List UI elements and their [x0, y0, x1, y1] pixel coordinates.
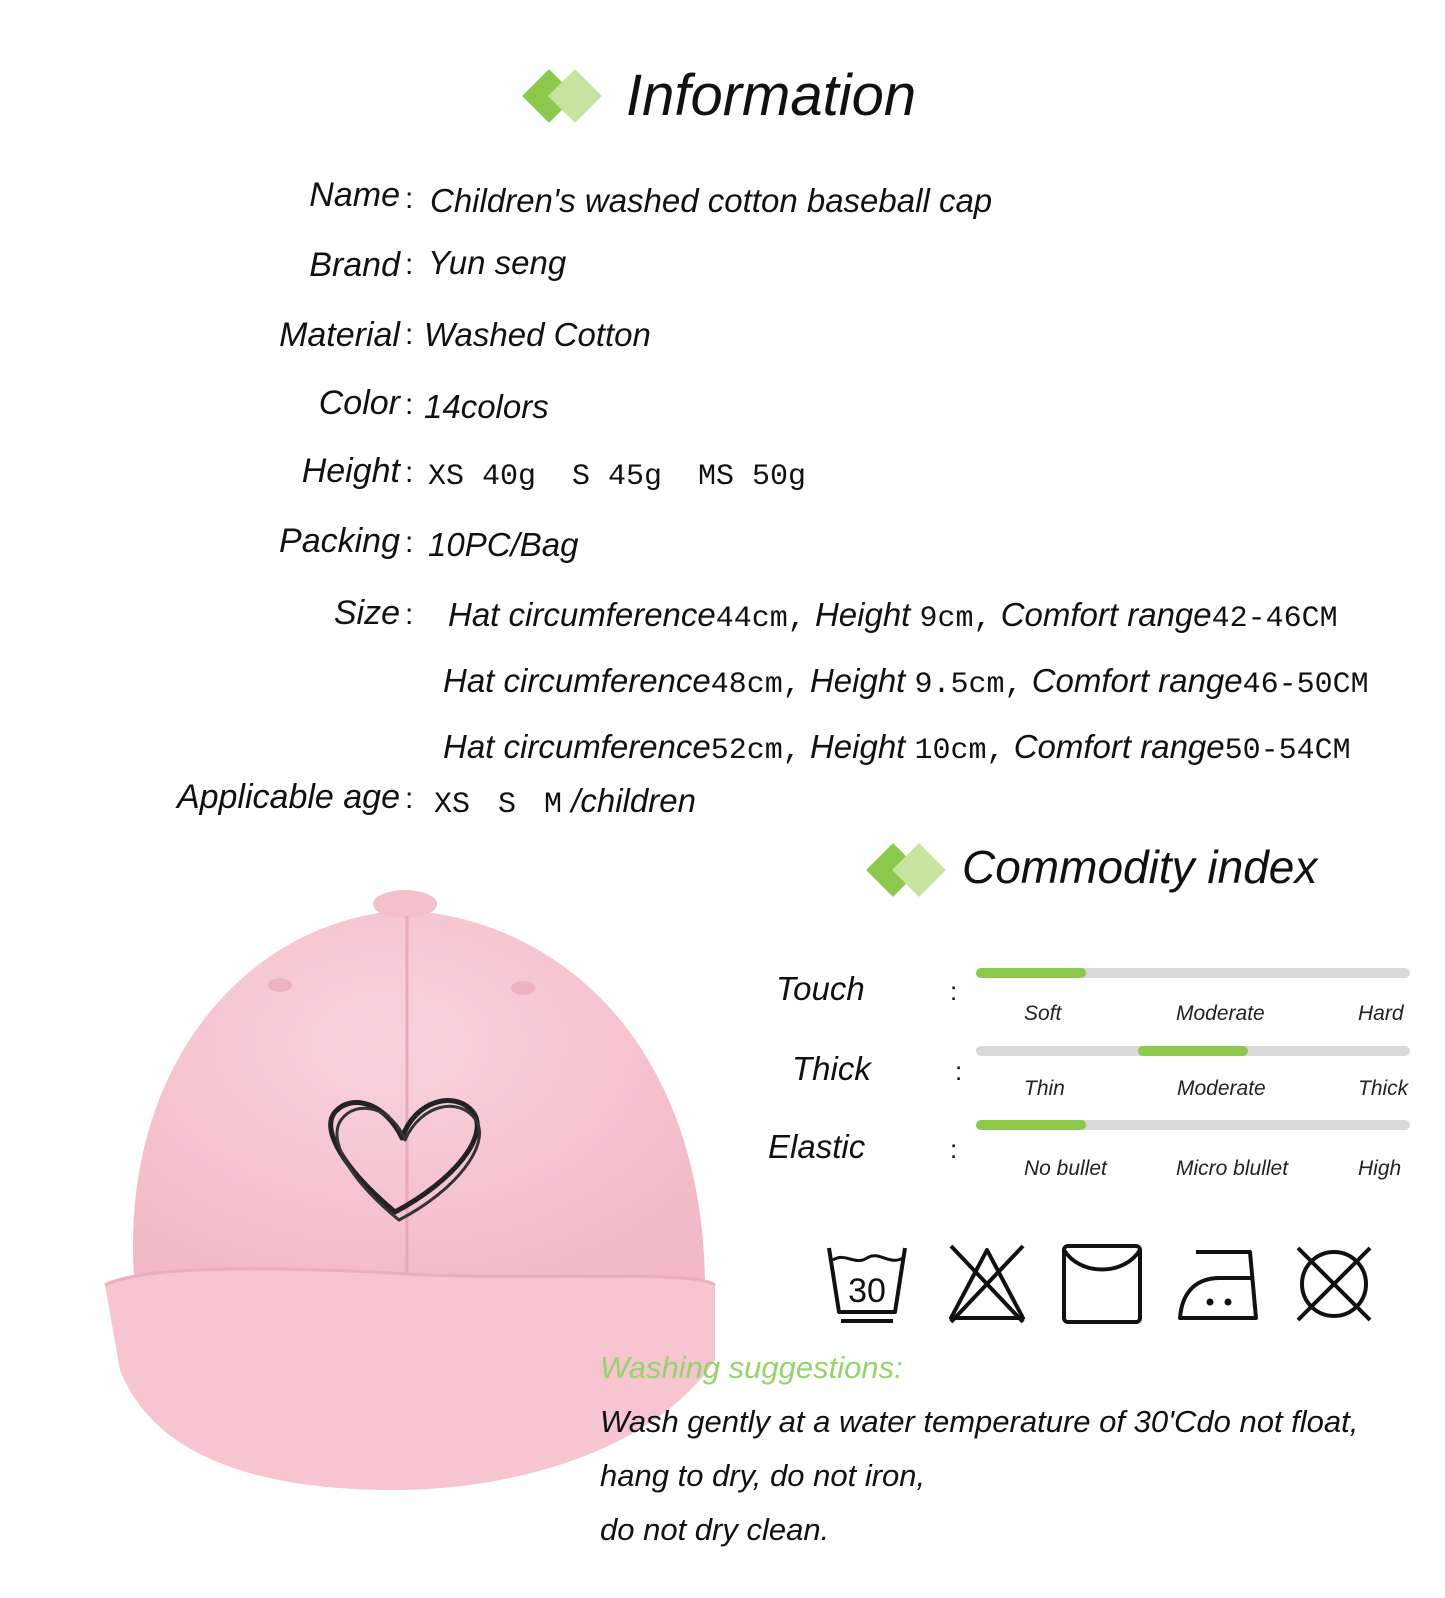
iron-icon	[1176, 1242, 1260, 1326]
size-height-label: Height	[809, 728, 906, 765]
commodity-diamond-icon	[866, 842, 952, 898]
commodity-index-title: Commodity index	[962, 841, 1318, 893]
info-colon: :	[405, 388, 414, 421]
info-label-brand: Brand	[309, 246, 400, 284]
index-colon: :	[955, 1056, 963, 1086]
info-value-brand: Yun seng	[428, 244, 567, 281]
info-colon: :	[405, 456, 414, 489]
size-hat-label: Hat circumference	[443, 662, 711, 699]
info-label-material: Material	[279, 316, 400, 354]
elastic-slider-track	[976, 1120, 1410, 1130]
information-diamond-icon	[522, 68, 608, 124]
washing-suggestions-title: Washing suggestions:	[600, 1350, 903, 1385]
index-label-elastic: Elastic	[768, 1128, 866, 1165]
size-hat-label: Hat circumference	[448, 596, 716, 633]
touch-slider-track	[976, 968, 1410, 978]
info-value-height: XS 40g S 45g MS 50g	[428, 460, 807, 494]
size-comfort-value: 50-54CM	[1224, 734, 1351, 768]
information-title: Information	[626, 63, 917, 128]
index-label-thick: Thick	[792, 1050, 871, 1087]
size-height-value: 10cm,	[914, 734, 1005, 768]
info-value-name: Children's washed cotton baseball cap	[430, 182, 993, 219]
info-colon: :	[405, 782, 414, 815]
size-line-3	[443, 728, 1351, 768]
thick-tick-thin: Thin	[1024, 1077, 1065, 1100]
size-comfort-label: Comfort range	[1031, 662, 1243, 699]
size-height-value: 9.5cm,	[914, 668, 1023, 702]
size-height-label: Height	[814, 596, 911, 633]
size-comfort-value: 42-46CM	[1211, 602, 1338, 636]
size-hat-value: 52cm,	[710, 734, 801, 768]
index-colon: :	[950, 1134, 958, 1164]
info-colon: :	[405, 248, 414, 281]
info-value-packing: 10PC/Bag	[428, 526, 579, 563]
do-not-dry-clean-icon	[1292, 1242, 1376, 1326]
size-comfort-label: Comfort range	[1013, 728, 1225, 765]
thick-slider-track	[976, 1046, 1410, 1056]
thick-tick-moderate: Moderate	[1177, 1077, 1266, 1100]
washing-line-1: Wash gently at a water temperature of 30'Cdo not float,	[600, 1404, 1359, 1439]
do-not-bleach-icon	[945, 1242, 1029, 1326]
info-label-height: Height	[301, 452, 400, 490]
size-line-2	[443, 662, 1369, 702]
hang-dry-icon	[1060, 1242, 1144, 1326]
info-colon: :	[405, 318, 414, 351]
size-line-1	[448, 596, 1338, 636]
info-value-color: 14colors	[424, 388, 549, 425]
size-comfort-label: Comfort range	[1000, 596, 1212, 633]
index-label-touch: Touch	[776, 970, 865, 1007]
info-label-color: Color	[318, 384, 400, 422]
size-comfort-value: 46-50CM	[1242, 668, 1369, 702]
elastic-tick-high: High	[1358, 1157, 1402, 1180]
touch-slider-fill	[976, 968, 1086, 978]
info-colon: :	[405, 526, 414, 559]
info-colon: :	[405, 598, 414, 631]
index-colon: :	[950, 976, 958, 1006]
wash-30-icon	[825, 1242, 909, 1326]
elastic-slider-fill	[976, 1120, 1086, 1130]
touch-tick-soft: Soft	[1024, 1002, 1062, 1025]
info-label-size: Size	[333, 594, 400, 632]
info-label-applicable-age: Applicable age	[176, 778, 400, 816]
size-hat-value: 48cm,	[710, 668, 801, 702]
touch-tick-moderate: Moderate	[1176, 1002, 1265, 1025]
info-label-packing: Packing	[279, 522, 400, 560]
info-colon: :	[405, 182, 414, 215]
elastic-tick-micro-bullet: Micro blullet	[1176, 1157, 1289, 1180]
size-hat-label: Hat circumference	[443, 728, 711, 765]
size-height-label: Height	[809, 662, 906, 699]
age-text: /children	[571, 782, 696, 819]
washing-line-3: do not dry clean.	[600, 1512, 830, 1547]
info-value-applicable-age	[434, 782, 696, 822]
size-hat-value: 44cm,	[715, 602, 806, 636]
wash-temperature-label: 30	[848, 1272, 886, 1310]
age-sizes: XS S M	[434, 788, 563, 822]
info-label-name: Name	[309, 176, 400, 214]
elastic-tick-no-bullet: No bullet	[1024, 1157, 1107, 1180]
info-value-material: Washed Cotton	[424, 316, 651, 353]
size-height-value: 9cm,	[919, 602, 992, 636]
washing-line-2: hang to dry, do not iron,	[600, 1458, 926, 1493]
thick-tick-thick: Thick	[1358, 1077, 1409, 1100]
touch-tick-hard: Hard	[1358, 1002, 1404, 1025]
thick-slider-fill	[1138, 1046, 1248, 1056]
